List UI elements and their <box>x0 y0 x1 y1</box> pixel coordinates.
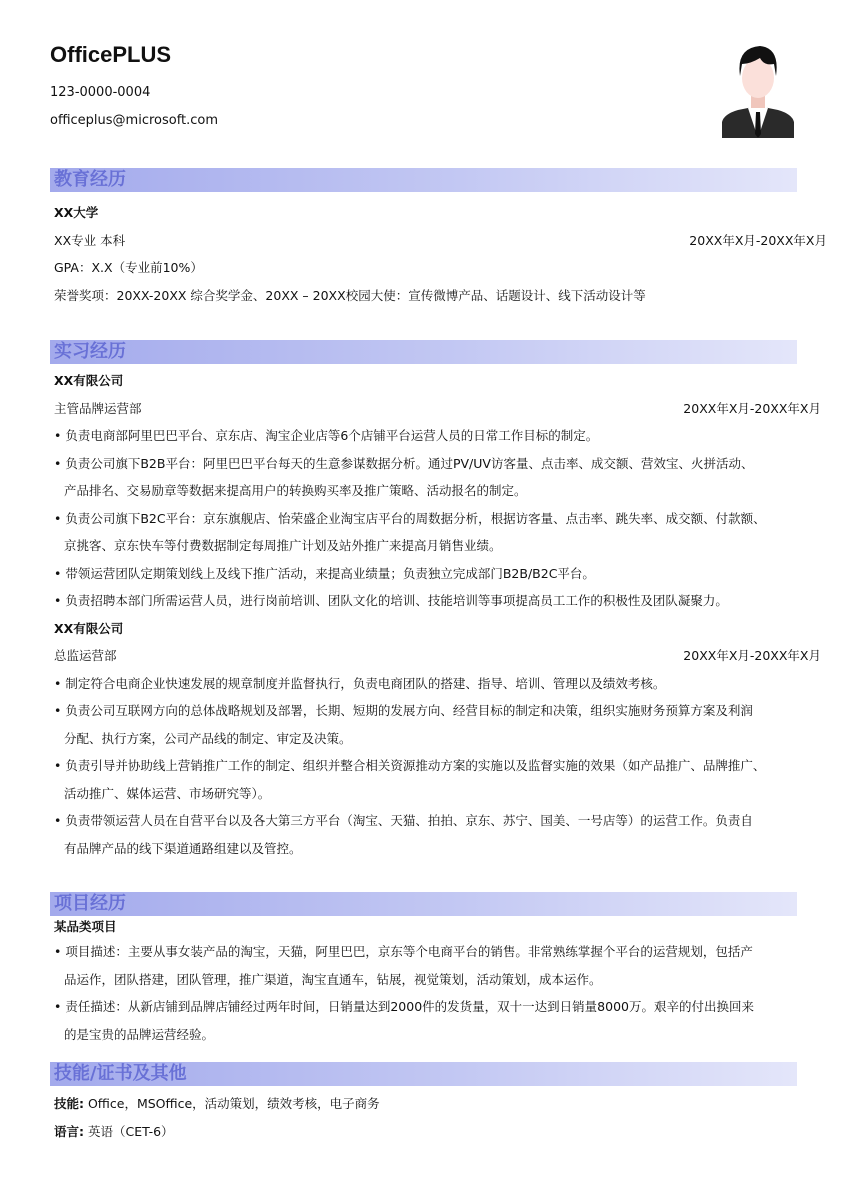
skills-value: Office，MSOffice，活动策划，绩效考核，电子商务 <box>84 1096 380 1111</box>
section-title: 技能/证书及其他 <box>54 1063 187 1084</box>
bullet-item <box>50 938 797 993</box>
bullet-item <box>50 670 797 698</box>
bullet-text: • 制定符合电商企业快速发展的规章制度并监督执行，负责电商团队的搭建、指导、培训、管理以及绩效考核。 <box>54 675 666 691</box>
skills-section <box>50 1062 797 1145</box>
education-section <box>50 168 827 309</box>
bullet-text: 京挑客、京东快车等付费数据制定每周推广计划及站外推广来提高月销售业绩。 <box>64 538 502 553</box>
gpa: GPA：X.X（专业前10%） <box>54 260 203 275</box>
major: XX专业 本科 <box>54 232 126 248</box>
section-header <box>50 892 797 916</box>
bullet-text: • 负责招聘本部门所需运营人员，进行岗前培训、团队文化的培训、技能培训等事项提高员工工作的积极性及团队凝聚力。 <box>54 593 728 608</box>
bullet-text: 分配、执行方案，公司产品线的制定、审定及决策。 <box>64 730 352 746</box>
bullet-item <box>50 450 797 505</box>
section-title: 项目经历 <box>54 893 126 914</box>
bullet-item <box>50 587 797 615</box>
internship-section <box>50 340 821 862</box>
bullet-item <box>50 560 797 588</box>
language-value: 英语（CET-6） <box>84 1123 174 1139</box>
bullet-item <box>50 505 797 560</box>
bullet-text: • 负责公司互联网方向的总体战略规划及部署，长期、短期的发展方向、经营目标的制定和决策，组织实施财务预算方案及利润 <box>54 703 753 718</box>
bullet-text: • 负责带领运营人员在自营平台以及各大第三方平台（淘宝、天猫、拍拍、京东、苏宁、国美、一号店等）的运营工作。负责自 <box>54 813 753 828</box>
candidate-name: OfficePLUS <box>50 42 172 67</box>
bullet-text: • 责任描述：从新店铺到品牌店铺经过两年时间，日销量达到2000件的发货量，双十一达到日销量8000万。艰辛的付出换回来 <box>54 999 754 1014</box>
department: 主管品牌运营部 <box>54 400 142 416</box>
bullet-text: • 负责引导并协助线上营销推广工作的制定、组织并整合相关资源推动方案的实施以及监督实施的效果（如产品推广、品牌推广、 <box>54 758 766 773</box>
skills-label: 技能: <box>54 1096 84 1111</box>
language-label: 语言: <box>54 1123 84 1139</box>
bullet-text: • 负责电商部阿里巴巴平台、京东店、淘宝企业店等6个店铺平台运营人员的日常工作目标的制定。 <box>54 428 599 443</box>
bullet-text: 活动推广、媒体运营、市场研究等）。 <box>64 785 271 801</box>
avatar-photo <box>720 42 796 138</box>
bullet-text: 的是宝贵的品牌运营经验。 <box>64 1026 215 1042</box>
date-range: 20XX年X月-20XX年X月 <box>683 648 821 663</box>
projects-section <box>50 892 797 1048</box>
section-title: 教育经历 <box>54 169 126 190</box>
date-range: 20XX年X月-20XX年X月 <box>689 232 827 248</box>
bullet-text: 产品排名、交易励章等数据来提高用户的转换购买率及推广策略、活动报名的制定。 <box>64 483 527 498</box>
bullet-text: • 负责公司旗下B2B平台：阿里巴巴平台每天的生意参谋数据分析。通过PV/UV访客量、点击率、成交额、营效宝、火拼活动、 <box>54 455 754 471</box>
school-name: XX大学 <box>54 205 99 220</box>
honors: 荣誉奖项：20XX-20XX 综合奖学金、20XX – 20XX校园大使：宣传微博产品、话题设计、线下活动设计等 <box>54 287 646 303</box>
company-name: XX有限公司 <box>54 373 124 388</box>
date-range: 20XX年X月-20XX年X月 <box>683 400 821 416</box>
bullet-text: • 负责公司旗下B2C平台：京东旗舰店、怡荣盛企业淘宝店平台的周数据分析，根据访客量、点击率、跳失率、成交额、付款额、 <box>54 510 766 526</box>
bullet-item <box>50 807 797 862</box>
company-name: XX有限公司 <box>54 620 124 636</box>
bullet-item <box>50 752 797 807</box>
bullet-item <box>50 697 797 752</box>
section-header <box>50 340 797 364</box>
project-name: 某品类项目 <box>54 919 117 934</box>
department: 总监运营部 <box>54 648 117 663</box>
bullet-text: • 项目描述：主要从事女装产品的淘宝，天猫，阿里巴巴，京东等个电商平台的销售。非常熟练掌握个平台的运营规划，包括产 <box>54 944 753 959</box>
email: officeplus@microsoft.com <box>50 113 219 128</box>
section-header <box>50 168 797 192</box>
bullet-text: 品运作，团队搭建，团队管理，推广渠道，淘宝直通车，钻展，视觉策划，活动策划，成本运作。 <box>64 971 602 987</box>
phone: 123-0000-0004 <box>50 85 151 100</box>
bullet-text: 有品牌产品的线下渠道通路组建以及管控。 <box>64 840 302 856</box>
section-title: 实习经历 <box>54 341 126 362</box>
bullet-item <box>50 422 797 450</box>
section-header <box>50 1062 797 1086</box>
bullet-text: • 带领运营团队定期策划线上及线下推广活动，来提高业绩量；负责独立完成部门B2B/B2C平台。 <box>54 565 595 581</box>
bullet-item <box>50 993 797 1048</box>
